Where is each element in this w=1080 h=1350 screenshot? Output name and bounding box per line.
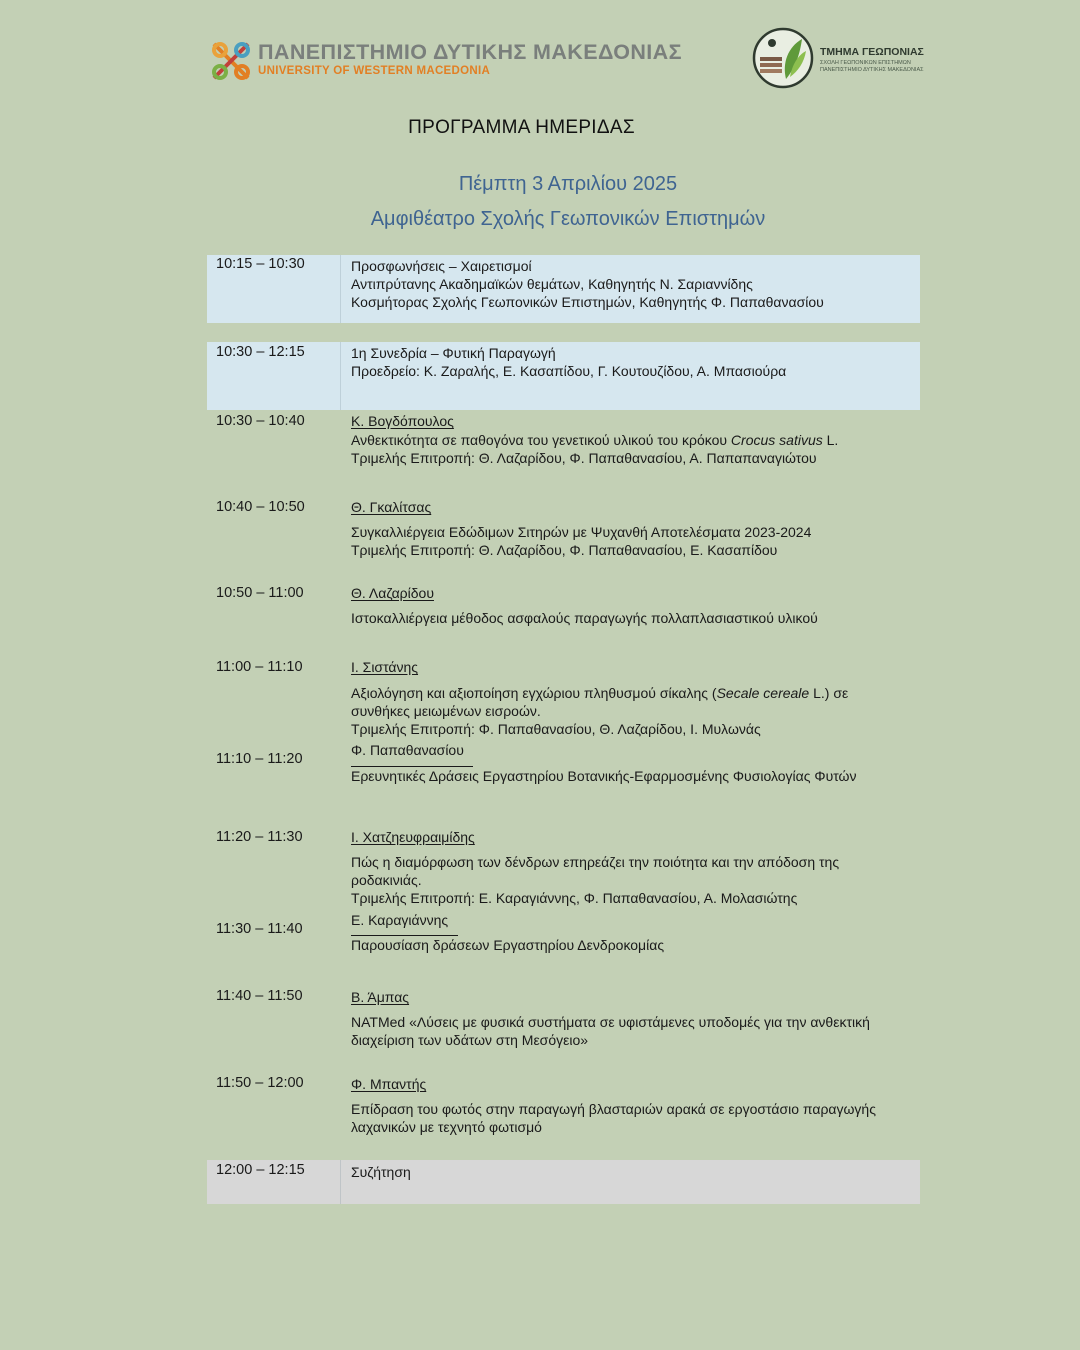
talk-title: Ανθεκτικότητα σε παθογόνα του γενετικού υλικού του κρόκου Crocus sativus L. bbox=[351, 432, 839, 448]
discussion-label: Συζήτηση bbox=[351, 1164, 411, 1180]
session-chairs: Προεδρείο: Κ. Ζαραλής, Ε. Κασαπίδου, Γ. Κουτουζίδου, Α. Μπασιούρα bbox=[351, 363, 787, 379]
department-university: ΠΑΝΕΠΙΣΤΗΜΙΟ ΔΥΤΙΚΗΣ ΜΑΚΕΔΟΝΙΑΣ bbox=[820, 67, 924, 73]
session-time: 10:30 – 12:15 bbox=[216, 344, 305, 360]
talk-title-line-2: διαχείριση των υδάτων στη Μεσόγειο» bbox=[351, 1032, 589, 1048]
talk-speaker: Φ. Παπαθανασίου bbox=[351, 742, 464, 758]
welcome-speaker-1: Αντιπρύτανης Ακαδημαϊκών θεμάτων, Καθηγητής Ν. Σαριαννίδης bbox=[351, 276, 753, 292]
discussion-time: 12:00 – 12:15 bbox=[216, 1162, 305, 1178]
talk-title: Επίδραση του φωτός στην παραγωγή βλασταριών αρακά σε εργοστάσιο παραγωγής bbox=[351, 1101, 876, 1117]
talk-speaker: Ι. Σιστάνης bbox=[351, 659, 419, 675]
talk-title: Ιστοκαλλιέργεια μέθοδος ασφαλούς παραγωγής πολλαπλασιαστικού υλικού bbox=[351, 610, 818, 626]
welcome-time: 10:15 – 10:30 bbox=[216, 256, 305, 272]
talk-speaker: Θ. Λαζαρίδου bbox=[351, 585, 434, 601]
talk-title: Συγκαλλιέργεια Εδώδιμων Σιτηρών με Ψυχανθή Αποτελέσματα 2023-2024 bbox=[351, 524, 812, 540]
talk-time: 11:00 – 11:10 bbox=[216, 659, 303, 675]
university-emblem-icon bbox=[208, 38, 254, 84]
university-logo bbox=[208, 38, 682, 84]
talk-time: 11:10 – 11:20 bbox=[216, 751, 303, 767]
talk-committee: Τριμελής Επιτροπή: Θ. Λαζαρίδου, Φ. Παπαθανασίου, Ε. Κασαπίδου bbox=[351, 542, 778, 558]
university-name-english: UNIVERSITY OF WESTERN MACEDONIA bbox=[258, 65, 491, 77]
department-emblem-icon bbox=[752, 27, 814, 89]
talk-title: NATMed «Λύσεις με φυσικά συστήματα σε υφιστάμενες υποδομές για την ανθεκτική bbox=[351, 1014, 870, 1030]
university-name-greek: ΠΑΝΕΠΙΣΤΗΜΙΟ ΔΥΤΙΚΗΣ ΜΑΚΕΔΟΝΙΑΣ bbox=[258, 40, 682, 64]
talk-speaker: Κ. Βογδόπουλος bbox=[351, 413, 454, 429]
talk-speaker: Ι. Χατζηευφραιμίδης bbox=[351, 829, 475, 845]
talk-speaker: Ε. Καραγιάννης bbox=[351, 912, 449, 928]
talk-committee: Τριμελής Επιτροπή: Θ. Λαζαρίδου, Φ. Παπαθανασίου, Α. Παπαπαναγιώτου bbox=[351, 450, 817, 466]
talk-time: 11:30 – 11:40 bbox=[216, 921, 303, 937]
welcome-heading: Προσφωνήσεις – Χαιρετισμοί bbox=[351, 258, 532, 274]
talk-title: Πώς η διαμόρφωση των δένδρων επηρεάζει την ποιότητα και την απόδοση της bbox=[351, 854, 840, 870]
talk-time: 11:40 – 11:50 bbox=[216, 988, 303, 1004]
talk-time: 10:30 – 10:40 bbox=[216, 413, 305, 429]
event-date: Πέμπτη 3 Απριλίου 2025 bbox=[458, 173, 678, 195]
talk-title: Παρουσίαση δράσεων Εργαστηρίου Δενδροκομίας bbox=[351, 937, 665, 953]
talk-title-line-2: συνθήκες μειωμένων εισροών. bbox=[351, 703, 541, 719]
session-title: 1η Συνεδρία – Φυτική Παραγωγή bbox=[351, 345, 556, 361]
talk-committee: Τριμελής Επιτροπή: Φ. Παπαθανασίου, Θ. Λαζαρίδου, Ι. Μυλωνάς bbox=[351, 721, 761, 737]
department-logo bbox=[752, 27, 932, 91]
department-name: ΤΜΗΜΑ ΓΕΩΠΟΝΙΑΣ bbox=[820, 46, 924, 58]
event-venue: Αμφιθέατρο Σχολής Γεωπονικών Επιστημών bbox=[370, 208, 766, 230]
talk-speaker: Β. Άμπας bbox=[351, 989, 410, 1005]
page-title: ΠΡΟΓΡΑΜΜΑ ΗΜΕΡΙΔΑΣ bbox=[408, 117, 635, 138]
talk-title-line-2: λαχανικών με τεχνητό φωτισμό bbox=[351, 1119, 542, 1135]
talk-time: 10:50 – 11:00 bbox=[216, 585, 304, 601]
talk-speaker: Φ. Μπαντής bbox=[351, 1076, 427, 1092]
talk-time: 10:40 – 10:50 bbox=[216, 499, 305, 515]
talk-time: 11:20 – 11:30 bbox=[216, 829, 303, 845]
talk-committee: Τριμελής Επιτροπή: Ε. Καραγιάννης, Φ. Παπαθανασίου, Α. Μολασιώτης bbox=[351, 890, 798, 906]
talk-time: 11:50 – 12:00 bbox=[216, 1075, 304, 1091]
talk-title: Ερευνητικές Δράσεις Εργαστηρίου Βοτανικής-Εφαρμοσμένης Φυσιολογίας Φυτών bbox=[351, 768, 857, 784]
talk-speaker: Θ. Γκαλίτσας bbox=[351, 499, 432, 515]
talk-title: Αξιολόγηση και αξιοποίηση εγχώριου πληθυσμού σίκαλης (Secale cereale L.) σε bbox=[351, 685, 849, 701]
talk-title-line-2: ροδακινιάς. bbox=[351, 872, 422, 888]
welcome-speaker-2: Κοσμήτορας Σχολής Γεωπονικών Επιστημών, Καθηγητής Φ. Παπαθανασίου bbox=[351, 294, 824, 310]
department-school: ΣΧΟΛΗ ΓΕΩΠΟΝΙΚΩΝ ΕΠΙΣΤΗΜΩΝ bbox=[820, 60, 911, 66]
